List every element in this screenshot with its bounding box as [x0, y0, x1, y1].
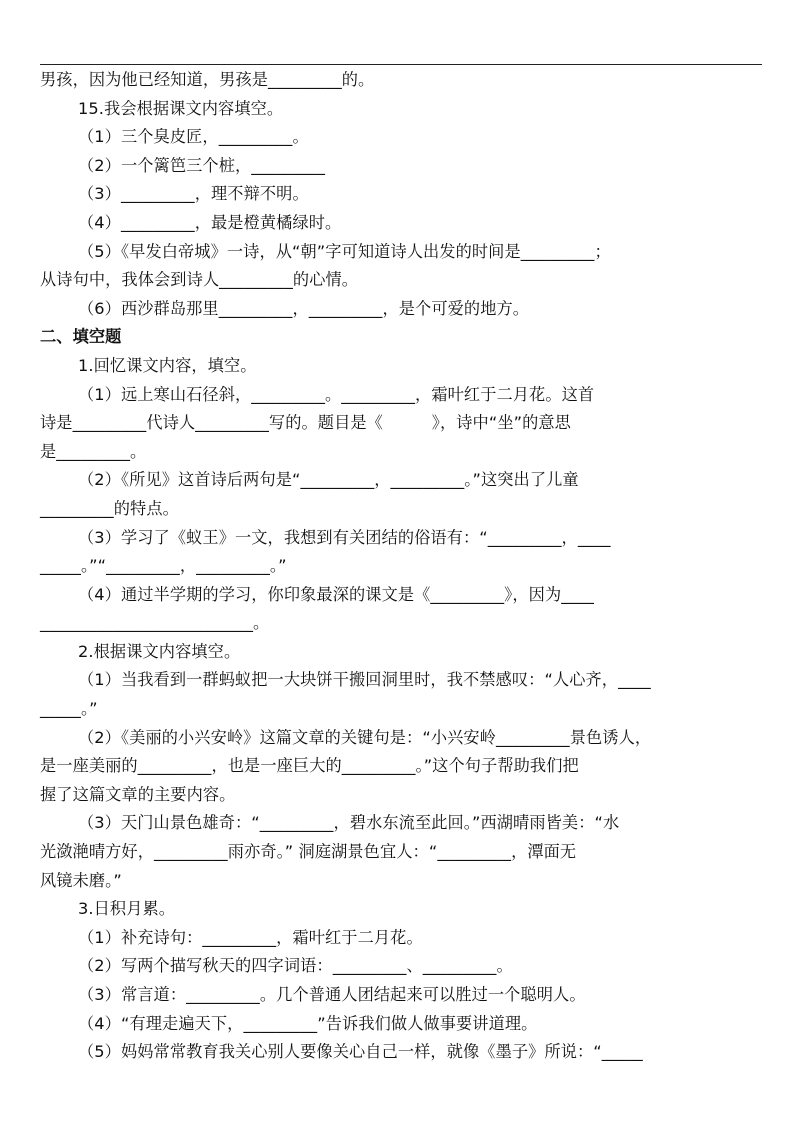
text-line-l18: _____。”“_________，_________。”: [40, 556, 287, 576]
text-line-l13: 诗是_________代诗人_________写的。题目是《 》，诗中“坐”的意思: [40, 413, 571, 433]
text-line-l17: （3）学习了《蚁王》一文，我想到有关团结的俗语有：“_________，____: [78, 527, 611, 547]
text-line-l05: （3）_________，理不辩不明。: [78, 184, 309, 204]
text-line-l31: （1）补充诗句：_________，霜叶红于二月花。: [78, 927, 423, 947]
text-line-l02: 15.我会根据课文内容填空。: [78, 98, 284, 118]
worksheet-page: [40, 66, 764, 1067]
text-line-l23: _____。”: [40, 699, 98, 719]
text-line-l09: （6）西沙群岛那里_________，_________，是个可爱的地方。: [78, 298, 530, 318]
text-line-l14: 是_________。: [40, 441, 147, 461]
text-line-l19: （4）通过半学期的学习，你印象最深的课文是《_________》，因为____: [78, 584, 595, 604]
text-line-l04: （2）一个篱笆三个桩，_________: [78, 155, 326, 175]
text-line-l16: _________的特点。: [40, 498, 179, 518]
text-line-l20: __________________________。: [40, 613, 270, 633]
header-rule: [40, 64, 762, 65]
text-line-l21: 2.根据课文内容填空。: [78, 641, 241, 661]
text-line-l30: 3.日积月累。: [78, 899, 176, 919]
text-line-l01: 男孩，因为他已经知道，男孩是_________的。: [40, 70, 375, 89]
text-line-l26: 握了这篇文章的主要内容。: [40, 784, 236, 804]
text-line-l08: 从诗句中，我体会到诗人_________的心情。: [40, 270, 359, 290]
text-line-l29: 风镜未磨。”: [40, 870, 122, 890]
text-line-l11: 1.回忆课文内容，填空。: [78, 355, 257, 375]
text-line-l32: （2）写两个描写秋天的四字词语：_________、_________。: [78, 956, 513, 976]
text-line-l12: （1）远上寒山石径斜，_________。_________，霜叶红于二月花。这首: [78, 384, 595, 404]
text-line-l33: （3）常言道：_________。几个普通人团结起来可以胜过一个聪明人。: [78, 985, 586, 1004]
text-line-l34: （4）“有理走遍天下，_________”告诉我们做人做事要讲道理。: [78, 1013, 538, 1033]
text-line-l25: 是一座美丽的_________，也是一座巨大的_________。”这个句子帮助我们把: [40, 756, 579, 776]
text-line-l35: （5）妈妈常常教育我关心别人要像关心自己一样，就像《墨子》所说：“_____: [78, 1042, 643, 1062]
text-line-l10: 二、填空题: [40, 327, 122, 347]
text-line-l27: （3）天门山景色雄奇：“_________，碧水东流至此回。”西湖晴雨皆美：“水: [78, 813, 620, 833]
text-line-l28: 光潋滟晴方好，_________雨亦奇。” 洞庭湖景色宜人：“_________，潭面无: [40, 842, 577, 862]
text-line-l07: （5）《早发白帝城》一诗，从“朝”字可知道诗人出发的时间是_________；: [78, 241, 611, 261]
text-line-l15: （2）《所见》这首诗后两句是“_________，_________。”这突出了儿童: [78, 470, 579, 490]
text-line-l24: （2）《美丽的小兴安岭》这篇文章的关键句是：“小兴安岭_________景色诱人，: [78, 727, 652, 747]
text-line-l22: （1）当我看到一群蚂蚁把一大块饼干搬回洞里时，我不禁感叹：“人心齐，____: [78, 670, 651, 690]
text-line-l06: （4）_________，最是橙黄橘绿时。: [78, 212, 342, 232]
text-line-l03: （1）三个臭皮匠，_________。: [78, 127, 309, 147]
